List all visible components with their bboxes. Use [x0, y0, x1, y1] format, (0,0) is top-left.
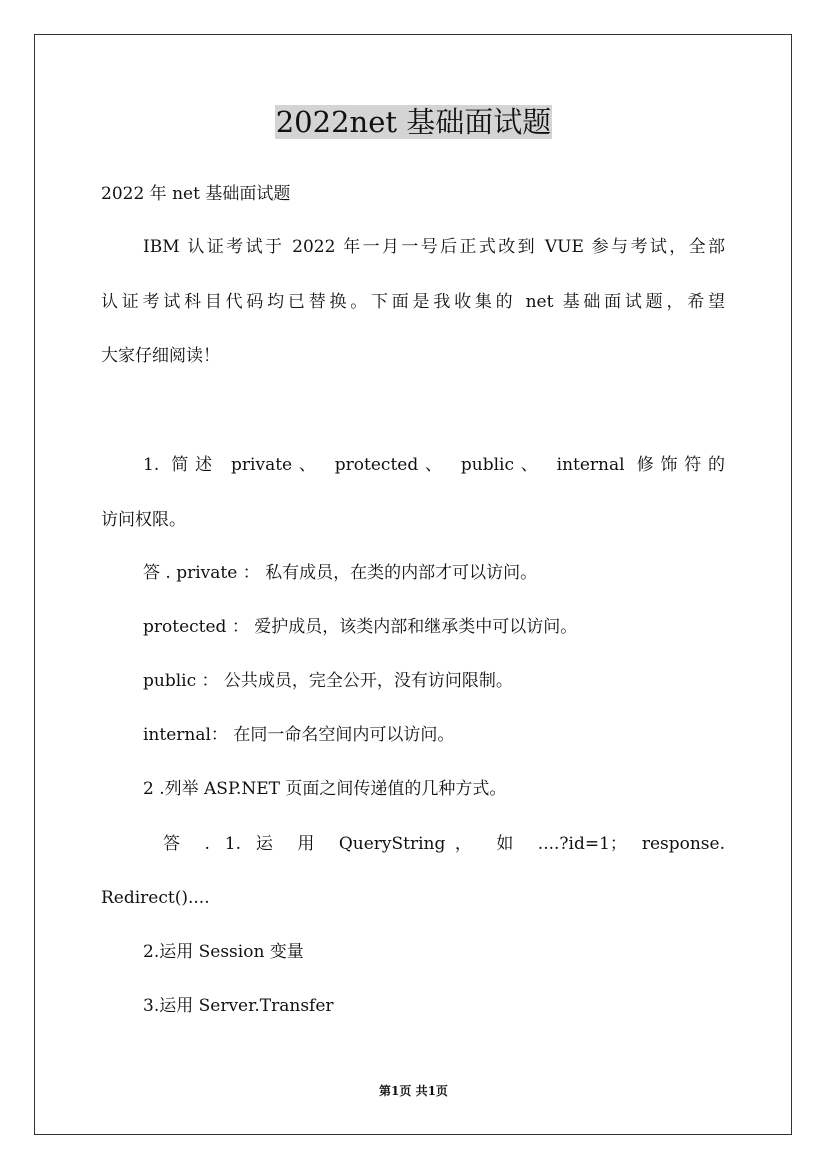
- page-footer: [0, 1082, 827, 1100]
- answer-1-protected: protected ： 爱护成员，该类内部和继承类中可以访问。: [143, 617, 578, 637]
- answer-2-item-session: 2.运用 Session 变量: [143, 942, 304, 962]
- page-number-label: 第1页 共1页: [379, 1084, 448, 1098]
- intro-line-1: IBM 认证考试于 2022 年一月一号后正式改到 VUE 参与考试，全部: [143, 237, 725, 257]
- answer-1-internal: internal： 在同一命名空间内可以访问。: [143, 725, 455, 745]
- answer-2-line-2: Redirect()....: [101, 888, 210, 908]
- answer-1-private: 答 . private ： 私有成员，在类的内部才可以访问。: [143, 563, 538, 583]
- subtitle: 2022 年 net 基础面试题: [101, 184, 291, 204]
- intro-line-3: 大家仔细阅读！: [101, 346, 220, 366]
- answer-2-item-transfer: 3.运用 Server.Transfer: [143, 996, 334, 1016]
- answer-2-line-1: 答 . 1. 运 用 QueryString， 如 ....?id=1； response.: [163, 834, 725, 854]
- document-title: [0, 100, 827, 144]
- document-title-text: 2022net 基础面试题: [275, 105, 552, 139]
- intro-line-2: 认证考试科目代码均已替换。下面是我收集的 net 基础面试题，希望: [101, 292, 725, 312]
- question-1-line-2: 访问权限。: [101, 510, 186, 530]
- question-1-line-1: 1. 简述 private、 protected、 public、 internal 修饰符的: [143, 455, 725, 475]
- question-2: 2 .列举 ASP.NET 页面之间传递值的几种方式。: [143, 779, 507, 799]
- answer-1-public: public ： 公共成员，完全公开，没有访问限制。: [143, 671, 513, 691]
